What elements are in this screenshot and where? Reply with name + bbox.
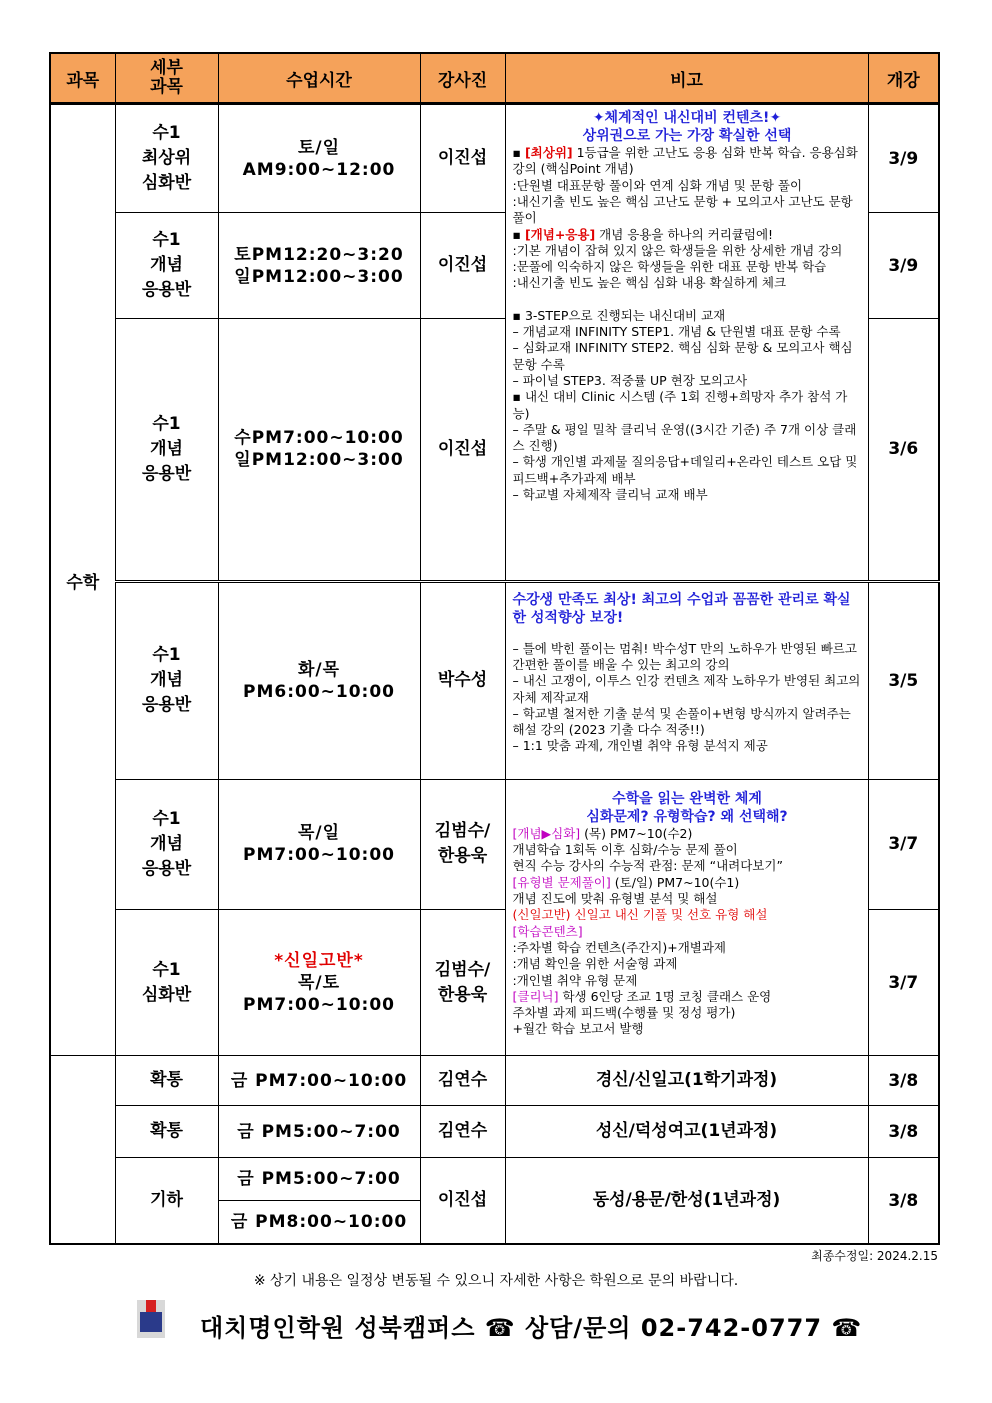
- header-time: 수업시간: [218, 53, 420, 104]
- subject-cell-empty: [50, 1056, 115, 1244]
- start-cell: 3/9: [868, 104, 939, 213]
- note-a-line: :내신기출 빈도 높은 핵심 고난도 문항 + 모의고사 고난도 문항 풀이: [512, 193, 853, 226]
- note-cell-a: [505, 104, 868, 582]
- note-a-line: :내신기출 빈도 높은 핵심 심화 내용 확실하게 체크: [512, 275, 787, 291]
- teacher-cell: 김범수/ 한용욱: [420, 779, 505, 909]
- note-c-line: 주차별 과제 피드백(수행률 및 정성 평가): [512, 1005, 736, 1021]
- header-teacher: 강사진: [420, 53, 505, 104]
- note-c-text: 학생 6인당 조교 1명 코칭 클래스 운영: [558, 988, 772, 1004]
- note-cell-c: [505, 779, 868, 1055]
- note-a-tag-concept: [개념+응용]: [524, 226, 596, 242]
- note-a-line: :기본 개념이 잡혀 있지 않은 학생들을 위한 상세한 개념 강의: [512, 242, 843, 258]
- teacher-cell: 김연수: [420, 1106, 505, 1158]
- teacher-cell: 이진섭: [420, 1158, 505, 1244]
- time-cell: 토PM12:20~3:20 일PM12:00~3:00: [218, 213, 420, 319]
- time-cell: 금 PM5:00~7:00: [218, 1158, 420, 1201]
- start-cell: 3/9: [868, 213, 939, 319]
- time-cell: [218, 910, 420, 1056]
- detail-cell: 확통: [115, 1106, 218, 1158]
- note-c-line: 개념학습 1회독 이후 심화/수능 문제 풀이: [512, 842, 738, 858]
- note-a-line: – 학생 개인별 과제물 질의응답+데일리+온라인 테스트 오답 및 피드백+추가과제 배부: [512, 454, 858, 486]
- note-c-line: [513, 826, 862, 842]
- start-cell: 3/8: [868, 1158, 939, 1244]
- note-cell-b: [505, 581, 868, 779]
- teacher-cell: 김연수: [420, 1056, 505, 1106]
- note-b-line: – 틀에 박힌 풀이는 멈춰! 박수성T 만의 노하우가 반영된 빠르고 간편한 풀이를 배울 수 있는 최고의 강의: [512, 640, 857, 672]
- note-a-title2: 상위권으로 가는 가장 확실한 선택: [582, 128, 792, 145]
- note-a-line: ▪ [개념+응용] 개념 응용을 하나의 커리큘럼에!: [512, 226, 774, 242]
- note-c-line: :개인별 취약 유형 문제: [512, 972, 638, 988]
- note-a-title1: ✦체계적인 내신대비 컨텐츠!✦: [592, 110, 782, 127]
- start-cell: 3/8: [868, 1106, 939, 1158]
- start-cell: 3/7: [868, 779, 939, 909]
- table-row: [50, 1056, 939, 1106]
- note-a-line: :문풀에 익숙하지 않은 학생들을 위한 대표 문항 반복 학습: [512, 259, 827, 275]
- detail-cell: 수1 개념 응용반: [115, 779, 218, 909]
- detail-cell: 수1 심화반: [115, 910, 218, 1056]
- start-cell: 3/7: [868, 910, 939, 1056]
- note-c-line: 현직 수능 강사의 수능적 관점: 문제 “내려다보기”: [512, 858, 783, 874]
- header-row: [50, 53, 939, 104]
- note-a-line: ▪ [최상위] 1등급을 위한 고난도 응용 심화 반복 학습. 응용심화 강의 (핵심Point 개념): [512, 145, 858, 177]
- note-c-tag-content: [학습콘텐츠]: [512, 923, 583, 939]
- note-a-line: – 파이널 STEP3. 적중률 UP 현장 모의고사: [512, 372, 748, 388]
- note-c-line: :개념 확인을 위한 서술형 과제: [512, 956, 678, 972]
- note-cell: 동성/용문/한성(1년과정): [505, 1158, 868, 1244]
- subject-cell: 수학: [50, 104, 115, 1056]
- footer-notice: ※ 상기 내용은 일정상 변동될 수 있으니 자세한 사항은 학원으로 문의 바랍니다.: [253, 1273, 739, 1289]
- table-row: [50, 779, 939, 909]
- note-cell: 성신/덕성여고(1년과정): [505, 1106, 868, 1158]
- detail-cell: 수1 개념 응용반: [115, 581, 218, 779]
- note-c-line: :주차별 학습 컨텐츠(주간지)+개별과제: [512, 939, 727, 955]
- detail-cell: 확통: [115, 1056, 218, 1106]
- note-c-title2: 심화문제? 유형학습? 왜 선택해?: [586, 808, 788, 825]
- note-c-line: [513, 989, 862, 1005]
- note-c-tag-clinic: [클리닉]: [512, 988, 559, 1004]
- time-tag: *신일고반*: [274, 950, 364, 971]
- note-a-line: – 개념교재 INFINITY STEP1. 개념 & 단원별 대표 문항 수록: [512, 324, 841, 340]
- detail-cell: 수1 최상위 심화반: [115, 104, 218, 213]
- header-detail: 세부 과목: [115, 53, 218, 104]
- note-a-line: – 심화교재 INFINITY STEP2. 핵심 심화 문항 & 모의고사 핵심 문항 수록: [512, 340, 853, 372]
- header-start: 개강: [868, 53, 939, 104]
- footer-contact: 대치명인학원 성북캠퍼스 ☎ 상담/문의 02-742-0777 ☎: [200, 1314, 863, 1342]
- note-c-tag-concept: [개념▶심화]: [512, 825, 581, 841]
- time-cell: 토/일 AM9:00~12:00: [218, 104, 420, 213]
- teacher-cell: 이진섭: [420, 213, 505, 319]
- table-row: [50, 1106, 939, 1158]
- detail-cell: 기하: [115, 1158, 218, 1244]
- note-a-line: – 주말 & 평일 밀착 클리닉 운영((3시간 기준) 주 7개 이상 클래스 진행): [512, 421, 857, 454]
- note-a-tag-top: [최상위]: [524, 145, 573, 161]
- note-b-line: – 1:1 맞춤 과제, 개인별 취약 유형 분석지 제공: [512, 738, 768, 754]
- note-c-tag-type: [유형별 문제풀이]: [512, 874, 611, 890]
- note-a-line: ▪ 3-STEP으로 진행되는 내신대비 교재: [512, 307, 726, 323]
- teacher-cell: 이진섭: [420, 104, 505, 213]
- note-c-line: 개념 진도에 맞춰 유형별 분석 및 해설: [512, 891, 718, 907]
- note-a-line: – 학교별 자체제작 클리닉 교재 배부: [512, 487, 708, 502]
- note-a-line: ▪ 내신 대비 Clinic 시스템 (주 1회 진행+희망자 추가 참석 가능): [512, 389, 848, 421]
- table-row: [50, 581, 939, 779]
- start-cell: 3/5: [868, 581, 939, 779]
- note-c-line: +월간 학습 보고서 발행: [512, 1021, 644, 1037]
- start-cell: 3/8: [868, 1056, 939, 1106]
- updated-date: 최종수정일: 2024.2.15: [811, 1249, 938, 1263]
- time-cell: 수PM7:00~10:00 일PM12:00~3:00: [218, 319, 420, 581]
- header-note: 비고: [505, 53, 868, 104]
- note-c-line: (신일고반) 신일고 내신 기풀 및 선호 유형 해설: [512, 907, 768, 923]
- detail-cell: 수1 개념 응용반: [115, 319, 218, 581]
- note-c-line: [513, 875, 862, 891]
- note-c-text: (목) PM7~10(수2): [580, 825, 693, 841]
- detail-cell: 수1 개념 응용반: [115, 213, 218, 319]
- time-cell: 금 PM7:00~10:00: [218, 1056, 420, 1106]
- time-cell: 화/목 PM6:00~10:00: [218, 581, 420, 779]
- note-b-line: – 내신 고쟁이, 이투스 인강 컨텐츠 제작 노하우가 반영된 최고의 자체 제작교재: [512, 673, 861, 705]
- note-c-title1: 수학을 읽는 완벽한 체계: [612, 790, 762, 807]
- schedule-table: [49, 52, 940, 1245]
- teacher-cell: 김범수/ 한용욱: [420, 910, 505, 1056]
- note-b-title: 수강생 만족도 최상! 최고의 수업과 꼼꼼한 관리로 확실한 성적향상 보장!: [512, 591, 851, 626]
- header-subject: 과목: [50, 53, 115, 104]
- note-a-line: :단원별 대표문항 풀이와 연계 심화 개념 및 문항 풀이: [512, 177, 803, 193]
- time-cell: 목/일 PM7:00~10:00: [218, 779, 420, 909]
- table-row: [50, 1158, 939, 1201]
- teacher-cell: 박수성: [420, 581, 505, 779]
- note-a-text: 개념 응용을 하나의 커리큘럼에!: [595, 226, 774, 242]
- teacher-cell: 이진섭: [420, 319, 505, 581]
- note-b-line: – 학교별 철저한 기출 분석 및 손풀이+변형 방식까지 알려주는 해설 강의 (2023 기출 다수 적중!!): [512, 705, 851, 738]
- note-c-text: (토/일) PM7~10(수1): [610, 874, 740, 890]
- note-cell: 경신/신일고(1학기과정): [505, 1056, 868, 1106]
- time-cell: 금 PM8:00~10:00: [218, 1201, 420, 1244]
- academy-logo-icon: [137, 1300, 165, 1338]
- start-cell: 3/6: [868, 319, 939, 581]
- note-a-text: 1등급을 위한 고난도 응용 심화 반복 학습. 응용심화 강의 (핵심Point 개념): [512, 145, 858, 177]
- table-row: [50, 104, 939, 213]
- time-cell: 금 PM5:00~7:00: [218, 1106, 420, 1158]
- time-text: 목/토 PM7:00~10:00: [242, 972, 396, 1015]
